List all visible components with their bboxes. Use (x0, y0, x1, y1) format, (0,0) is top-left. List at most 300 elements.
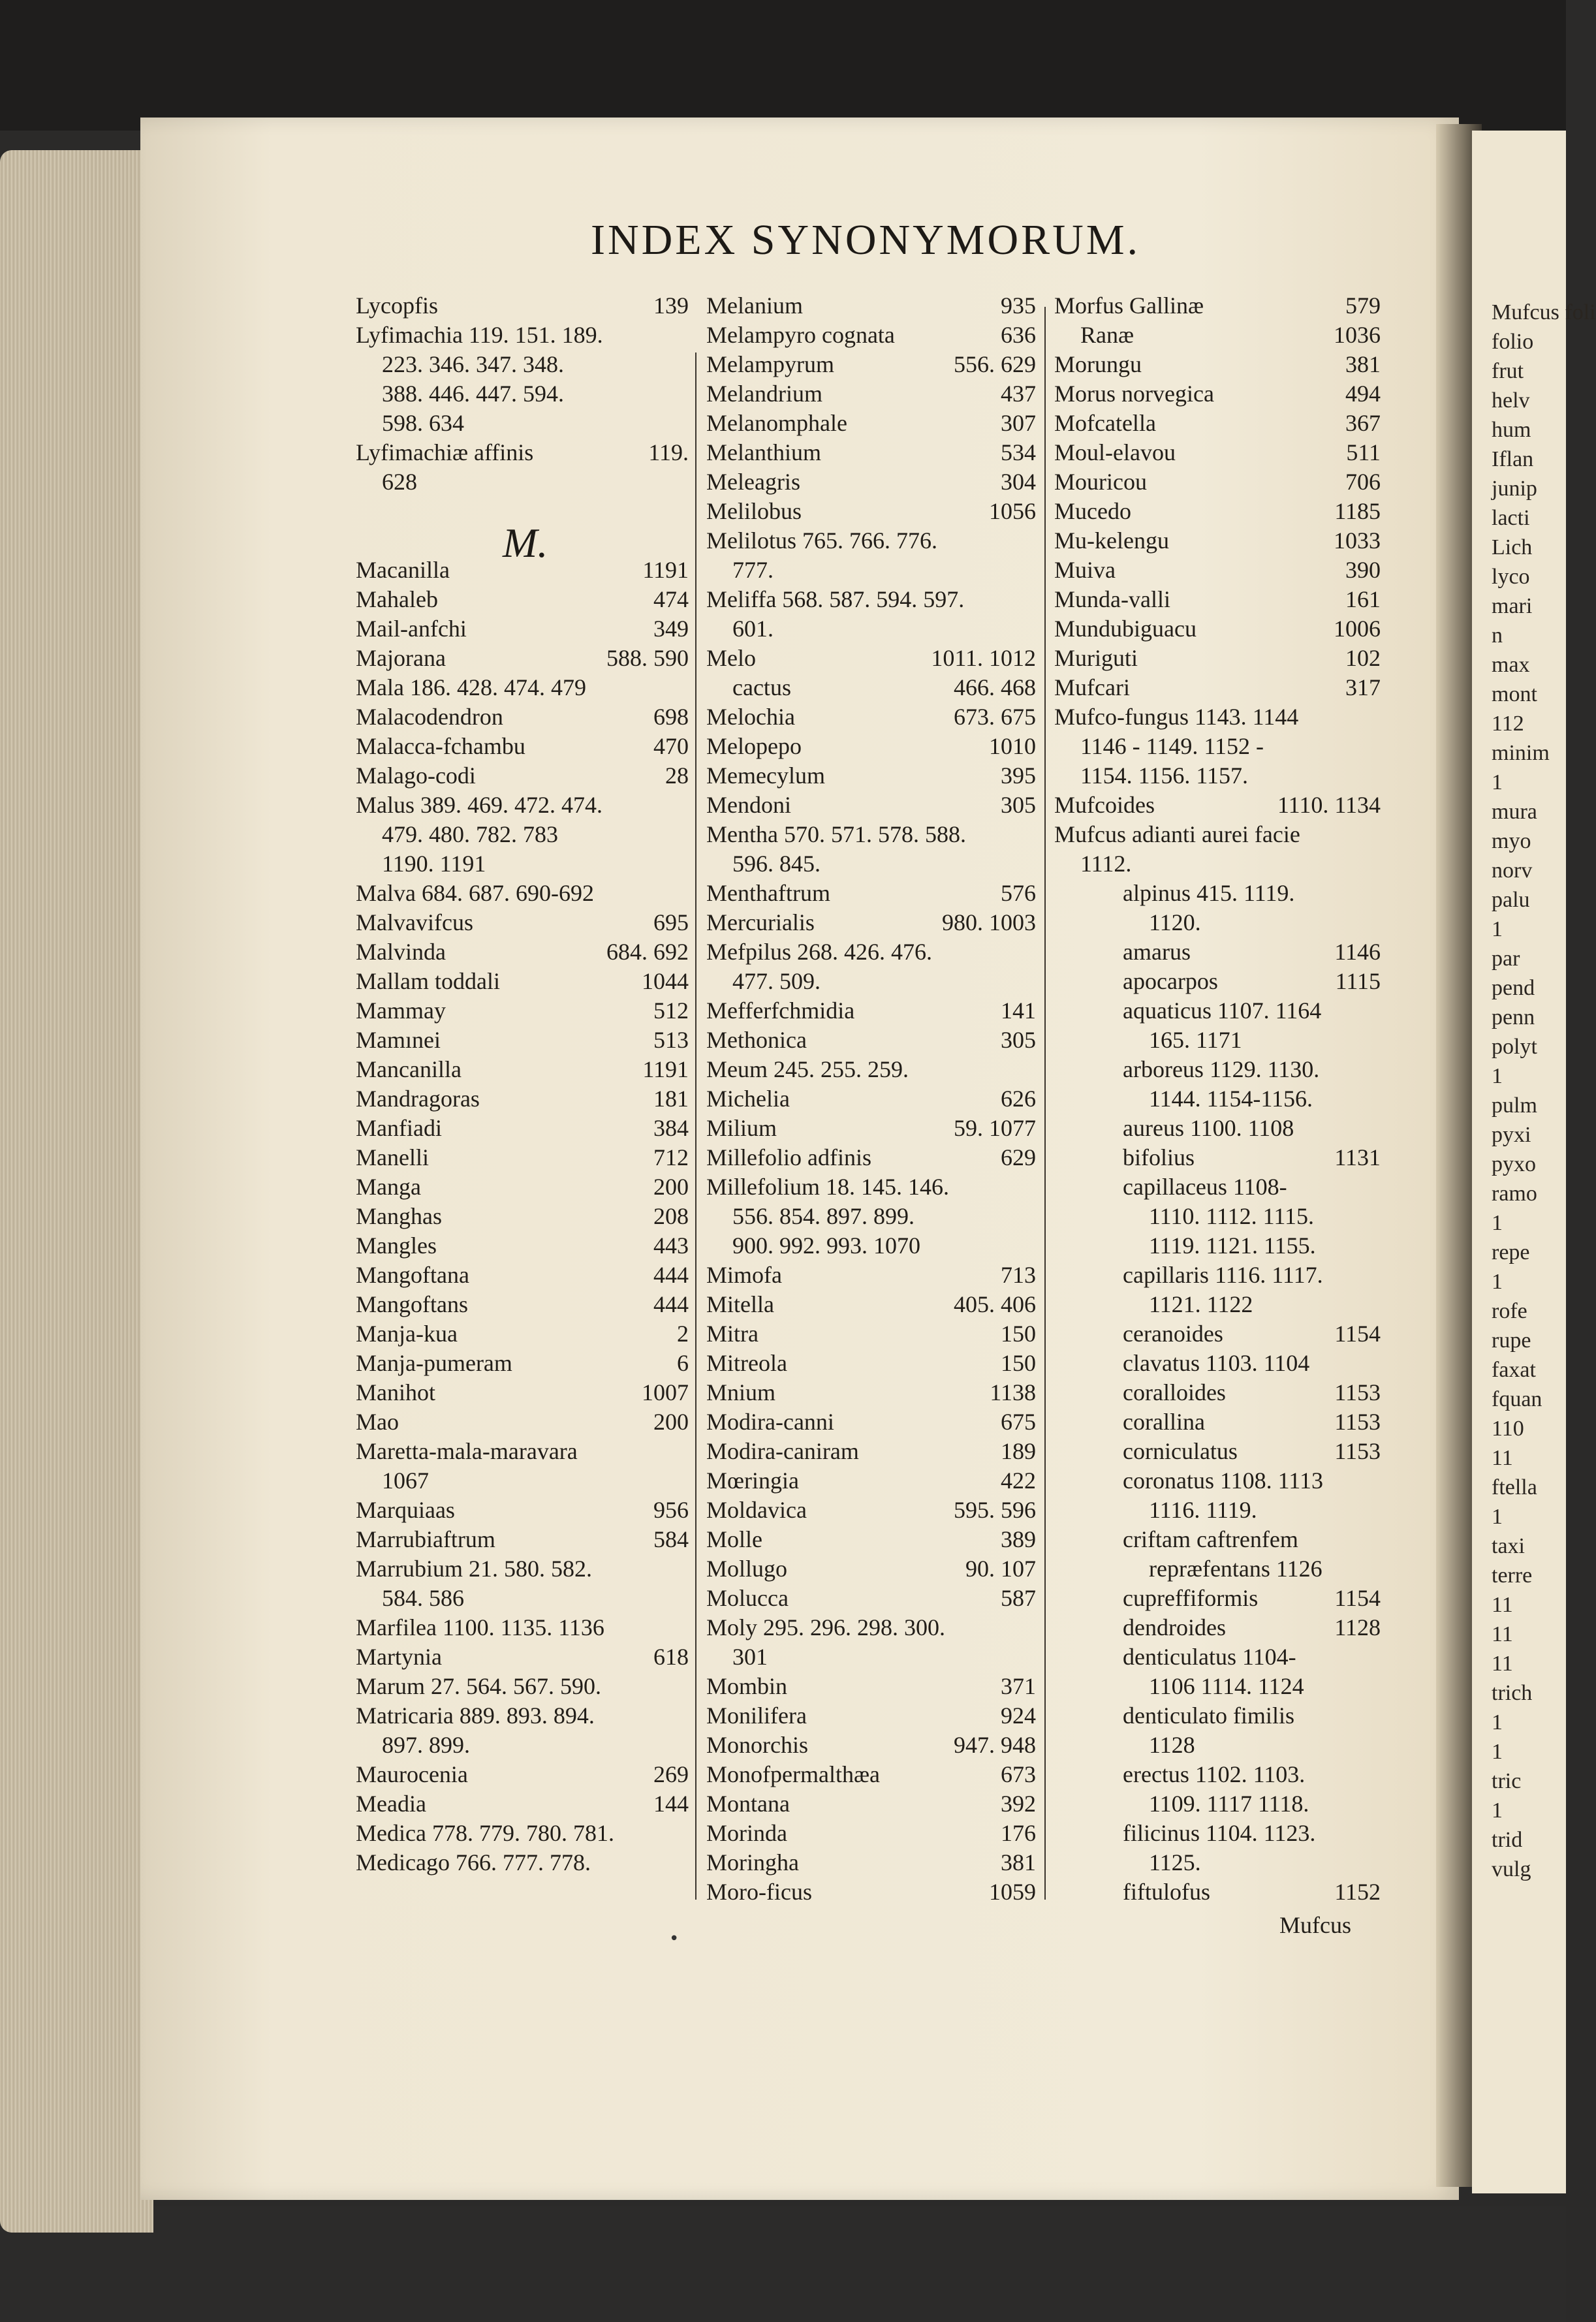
facing-page-text: par (1492, 947, 1520, 971)
entry-page-ref: 90. 107 (965, 1556, 1036, 1582)
entry-term: 598. 634 (382, 410, 464, 436)
entry-term: fiftulofus (1123, 1879, 1210, 1905)
index-entry (1080, 849, 1381, 879)
entry-page-ref: 1153 (1334, 1409, 1381, 1435)
entry-term: Mail-anfchi (356, 616, 467, 642)
entry-page-ref: 443 (653, 1232, 689, 1259)
index-entry (706, 1819, 1036, 1848)
entry-term: cupreffiformis (1123, 1585, 1259, 1611)
entry-page-ref: 208 (653, 1203, 689, 1229)
entry-term: Mefferfchmidia (706, 997, 855, 1024)
entry-page-ref: 1191 (642, 1056, 689, 1082)
index-entry (706, 1525, 1036, 1554)
index-entry (706, 1143, 1036, 1172)
entry-page-ref: 618 (653, 1644, 689, 1670)
index-entry (706, 409, 1036, 438)
index-entry (1054, 438, 1381, 467)
index-entry (706, 1789, 1036, 1819)
index-entry (356, 1319, 689, 1349)
facing-page-text: ftella (1492, 1475, 1537, 1499)
index-entry (1080, 732, 1381, 761)
facing-page-text: lyco (1492, 565, 1530, 589)
facing-page-text: junip (1492, 477, 1537, 501)
entry-page-ref: 695 (653, 909, 689, 935)
entry-term: coronatus 1108. 1113 (1123, 1467, 1323, 1494)
entry-term: Mahaleb (356, 586, 438, 612)
entry-page-ref: 189 (1001, 1438, 1036, 1464)
index-entry (1149, 1848, 1381, 1877)
index-entry (356, 996, 689, 1026)
entry-term: Monilifera (706, 1702, 807, 1729)
index-entry (1123, 879, 1381, 908)
entry-page-ref: 384 (653, 1115, 689, 1141)
index-entry (706, 526, 1036, 556)
facing-page-text: 112 (1492, 712, 1524, 736)
index-entry (1123, 1701, 1381, 1731)
index-entry (706, 1613, 1036, 1642)
index-entry (382, 1731, 689, 1760)
entry-term: Mufcoides (1054, 792, 1155, 818)
entry-term: Mallam toddali (356, 968, 500, 994)
entry-term: 1112. (1080, 851, 1132, 877)
entry-term: Montana (706, 1791, 790, 1817)
entry-page-ref: 102 (1345, 645, 1381, 671)
entry-term: Mamınei (356, 1027, 441, 1053)
entry-term: denticulato fimilis (1123, 1702, 1294, 1729)
entry-page-ref: 947. 948 (954, 1732, 1036, 1758)
entry-page-ref: 1007 (642, 1379, 689, 1405)
entry-term: Meleagris (706, 469, 800, 495)
index-entry (732, 967, 1036, 996)
entry-page-ref: 1036 (1334, 322, 1381, 348)
signature-mark: • (669, 1929, 680, 1949)
entry-page-ref: 6 (677, 1350, 689, 1376)
index-entry (1149, 1554, 1381, 1584)
entry-term: Lycopfis (356, 292, 438, 319)
index-entry (1149, 908, 1381, 937)
entry-term: Mangoftans (356, 1291, 468, 1317)
entry-page-ref: 307 (1001, 410, 1036, 436)
entry-term: Marquiaas (356, 1497, 455, 1523)
entry-term: Maurocenia (356, 1761, 468, 1787)
index-entry (1054, 644, 1381, 673)
entry-term: 223. 346. 347. 348. (382, 351, 564, 377)
entry-page-ref: 371 (1001, 1673, 1036, 1699)
entry-term: 1067 (382, 1467, 429, 1494)
entry-term: Mnium (706, 1379, 776, 1405)
entry-term: Manja-kua (356, 1321, 458, 1347)
facing-page-text: myo (1492, 829, 1531, 853)
index-entry (1123, 1055, 1381, 1084)
entry-page-ref: 28 (665, 762, 689, 789)
entry-page-ref: 924 (1001, 1702, 1036, 1729)
entry-term: Mu-kelengu (1054, 527, 1169, 554)
index-entry (356, 1848, 689, 1877)
entry-term: Morfus Gallinæ (1054, 292, 1204, 319)
index-entry (356, 1554, 689, 1584)
facing-page-text: 1 (1492, 770, 1503, 794)
entry-page-ref: 673. 675 (954, 704, 1036, 730)
index-entry (732, 1642, 1036, 1672)
entry-term: apocarpos (1123, 968, 1218, 994)
entry-term: 479. 480. 782. 783 (382, 821, 558, 847)
index-entry (356, 1496, 689, 1525)
entry-term: cactus (732, 674, 791, 700)
entry-page-ref: 176 (1001, 1820, 1036, 1846)
facing-page-text: mont (1492, 682, 1537, 706)
entry-term: Meadia (356, 1791, 426, 1817)
entry-term: Melopepo (706, 733, 802, 759)
entry-term: Melanthium (706, 439, 821, 465)
entry-page-ref: 1059 (989, 1879, 1036, 1905)
facing-page-text: 1 (1492, 1798, 1503, 1823)
index-entry (356, 585, 689, 614)
entry-term: capillaris 1116. 1117. (1123, 1262, 1323, 1288)
entry-page-ref: 141 (1001, 997, 1036, 1024)
entry-term: 628 (382, 469, 417, 495)
index-entry (382, 467, 689, 497)
entry-page-ref: 381 (1001, 1849, 1036, 1875)
index-entry (356, 1026, 689, 1055)
entry-term: 897. 899. (382, 1732, 470, 1758)
index-entry (356, 291, 689, 321)
facing-page-text: 1 (1492, 1064, 1503, 1088)
entry-term: Malago-codi (356, 762, 476, 789)
facing-page-text: 1 (1492, 1710, 1503, 1734)
facing-page-text: helv (1492, 388, 1530, 413)
index-entry (356, 702, 689, 732)
entry-page-ref: 390 (1345, 557, 1381, 583)
entry-term: Mercurialis (706, 909, 815, 935)
index-entry (356, 1437, 689, 1466)
facing-page-text: pyxi (1492, 1123, 1531, 1147)
entry-term: 900. 992. 993. 1070 (732, 1232, 920, 1259)
entry-term: Majorana (356, 645, 446, 671)
entry-term: denticulatus 1104- (1123, 1644, 1296, 1670)
entry-term: 584. 586 (382, 1585, 464, 1611)
index-entry (1123, 1613, 1381, 1642)
facing-page-text: terre (1492, 1563, 1533, 1588)
entry-page-ref: 675 (1001, 1409, 1036, 1435)
index-entry (356, 1290, 689, 1319)
entry-term: coralloides (1123, 1379, 1226, 1405)
entry-page-ref: 673 (1001, 1761, 1036, 1787)
facing-page-text: polyt (1492, 1035, 1537, 1059)
entry-page-ref: 712 (653, 1144, 689, 1170)
entry-term: Matricaria 889. 893. 894. (356, 1702, 595, 1729)
entry-term: Medica 778. 779. 780. 781. (356, 1820, 614, 1846)
entry-term: 1144. 1154-1156. (1149, 1086, 1313, 1112)
entry-term: Ranæ (1080, 322, 1134, 348)
entry-term: 601. (732, 616, 774, 642)
index-entry (1054, 702, 1381, 732)
facing-page-text: mura (1492, 800, 1537, 824)
entry-term: 1116. 1119. (1149, 1497, 1257, 1523)
facing-page-text: penn (1492, 1005, 1535, 1029)
entry-term: Melochia (706, 704, 795, 730)
facing-page-text: 1 (1492, 1270, 1503, 1294)
entry-term: Manghas (356, 1203, 442, 1229)
entry-page-ref: 395 (1001, 762, 1036, 789)
entry-page-ref: 1185 (1334, 498, 1381, 524)
index-entry (1123, 1525, 1381, 1554)
entry-page-ref: 1154 (1334, 1321, 1381, 1347)
entry-page-ref: 1131 (1334, 1144, 1381, 1170)
facing-page-text: minim (1492, 741, 1550, 765)
index-entry (706, 1701, 1036, 1731)
entry-page-ref: 1115 (1335, 968, 1381, 994)
index-entry (1054, 556, 1381, 585)
index-entry (706, 497, 1036, 526)
index-entry (706, 585, 1036, 614)
entry-page-ref: 444 (653, 1262, 689, 1288)
facing-page-text: 11 (1492, 1652, 1513, 1676)
entry-page-ref: 59. 1077 (954, 1115, 1036, 1141)
index-entry (706, 1319, 1036, 1349)
entry-term: bifolius (1123, 1144, 1195, 1170)
index-entry (1080, 321, 1381, 350)
index-entry (1149, 1084, 1381, 1114)
entry-page-ref: 1110. 1134 (1277, 792, 1381, 818)
entry-term: 388. 446. 447. 594. (382, 381, 564, 407)
index-entry (706, 1349, 1036, 1378)
entry-term: 1119. 1121. 1155. (1149, 1232, 1316, 1259)
entry-page-ref: 512 (653, 997, 689, 1024)
background-top (0, 0, 1566, 131)
entry-term: Morungu (1054, 351, 1142, 377)
index-entry (1123, 1584, 1381, 1613)
index-entry (732, 1231, 1036, 1261)
entry-term: 596. 845. (732, 851, 821, 877)
entry-term: 1154. 1156. 1157. (1080, 762, 1248, 789)
index-entry (1054, 497, 1381, 526)
entry-page-ref: 556. 629 (954, 351, 1036, 377)
entry-page-ref: 392 (1001, 1791, 1036, 1817)
index-entry (1123, 1172, 1381, 1202)
index-entry (1149, 1202, 1381, 1231)
entry-page-ref: 200 (653, 1409, 689, 1435)
page-edges (0, 150, 153, 2233)
entry-term: 1128 (1149, 1732, 1195, 1758)
index-entry (356, 1613, 689, 1642)
entry-term: Mentha 570. 571. 578. 588. (706, 821, 966, 847)
index-entry (1054, 673, 1381, 702)
entry-page-ref: 588. 590 (606, 645, 689, 671)
index-entry (356, 1143, 689, 1172)
entry-page-ref: 474 (653, 586, 689, 612)
entry-page-ref: 584 (653, 1526, 689, 1552)
entry-term: 777. (732, 557, 774, 583)
index-entry (706, 1848, 1036, 1877)
index-entry (356, 937, 689, 967)
entry-term: Mœringia (706, 1467, 799, 1494)
index-entry (706, 467, 1036, 497)
facing-page-text: 1 (1492, 1211, 1503, 1235)
index-entry (706, 1261, 1036, 1290)
entry-term: Mundubiguacu (1054, 616, 1197, 642)
facing-page-text: trid (1492, 1828, 1523, 1852)
entry-page-ref: 139 (653, 292, 689, 319)
entry-page-ref: 305 (1001, 1027, 1036, 1053)
index-entry (382, 350, 689, 379)
index-entry (356, 614, 689, 644)
entry-term: Millefolium 18. 145. 146. (706, 1174, 949, 1200)
entry-term: 1121. 1122 (1149, 1291, 1253, 1317)
entry-page-ref: 698 (653, 704, 689, 730)
entry-term: arboreus 1129. 1130. (1123, 1056, 1320, 1082)
entry-term: Melampyro cognata (706, 322, 895, 348)
index-entry (706, 1172, 1036, 1202)
entry-term: amarus (1123, 939, 1191, 965)
entry-page-ref: 1191 (642, 557, 689, 583)
entry-term: Maretta-mala-maravara (356, 1438, 578, 1464)
entry-term: Mao (356, 1409, 399, 1435)
facing-page-text: folio (1492, 330, 1534, 354)
index-entry (356, 1407, 689, 1437)
index-entry (1054, 820, 1381, 849)
entry-term: Moly 295. 296. 298. 300. (706, 1614, 946, 1640)
entry-term: Methonica (706, 1027, 807, 1053)
index-entry (1123, 1349, 1381, 1378)
section-letter: M. (503, 520, 548, 566)
index-entry (356, 1525, 689, 1554)
index-entry (1123, 1378, 1381, 1407)
entry-term: Manfiadi (356, 1115, 442, 1141)
index-entry (1054, 614, 1381, 644)
entry-term: Marrubiaftrum (356, 1526, 495, 1552)
entry-term: erectus 1102. 1103. (1123, 1761, 1306, 1787)
index-entry (1054, 467, 1381, 497)
entry-term: Manihot (356, 1379, 435, 1405)
facing-page-text: norv (1492, 858, 1533, 883)
index-entry (706, 1877, 1036, 1907)
index-entry (706, 1584, 1036, 1613)
entry-term: Millefolio adfinis (706, 1144, 871, 1170)
entry-page-ref: 144 (653, 1791, 689, 1817)
catchword: Mufcus (1279, 1912, 1351, 1938)
index-entry (356, 644, 689, 673)
index-entry (1149, 1672, 1381, 1701)
entry-term: Morinda (706, 1820, 787, 1846)
index-entry (356, 1055, 689, 1084)
entry-term: Mufcus adianti aurei facie (1054, 821, 1300, 847)
entry-term: Meliffa 568. 587. 594. 597. (706, 586, 965, 612)
index-entry (356, 556, 689, 585)
entry-term: repræfentans 1126 (1149, 1556, 1322, 1582)
entry-term: Mala 186. 428. 474. 479 (356, 674, 586, 700)
index-entry (706, 791, 1036, 820)
index-entry (1054, 585, 1381, 614)
index-entry (1123, 1261, 1381, 1290)
entry-term: Mufco-fungus 1143. 1144 (1054, 704, 1299, 730)
facing-page-text: lacti (1492, 506, 1530, 530)
entry-term: 301 (732, 1644, 768, 1670)
entry-page-ref: 935 (1001, 292, 1036, 319)
index-entry (356, 1202, 689, 1231)
entry-term: filicinus 1104. 1123. (1123, 1820, 1316, 1846)
index-entry (382, 1584, 689, 1613)
entry-term: Mandragoras (356, 1086, 480, 1112)
index-entry (356, 1261, 689, 1290)
entry-term: Manga (356, 1174, 421, 1200)
index-entry (1123, 967, 1381, 996)
index-entry (1054, 291, 1381, 321)
entry-term: Memecylum (706, 762, 825, 789)
entry-page-ref: 1153 (1334, 1379, 1381, 1405)
facing-page-text: hum (1492, 418, 1531, 442)
index-entry (706, 291, 1036, 321)
entry-term: ceranoides (1123, 1321, 1223, 1347)
facing-page-text: mari (1492, 594, 1533, 618)
entry-term: Malus 389. 469. 472. 474. (356, 792, 602, 818)
entry-term: 1125. (1149, 1849, 1201, 1875)
entry-page-ref: 1146 (1334, 939, 1381, 965)
entry-page-ref: 1138 (990, 1379, 1036, 1405)
index-entry (356, 791, 689, 820)
entry-term: Melanomphale (706, 410, 847, 436)
facing-page-text: repe (1492, 1240, 1530, 1264)
entry-page-ref: 1152 (1334, 1879, 1381, 1905)
page-title: INDEX SYNONYMORUM. (591, 216, 1141, 264)
facing-page-text: trich (1492, 1681, 1533, 1705)
index-entry (706, 1554, 1036, 1584)
index-entry (1149, 1789, 1381, 1819)
entry-term: Lyfimachiæ affinis (356, 439, 534, 465)
facing-page-text: 1 (1492, 1505, 1503, 1529)
index-entry (706, 1760, 1036, 1789)
entry-page-ref: 706 (1345, 469, 1381, 495)
index-entry (706, 1055, 1036, 1084)
index-entry (706, 1731, 1036, 1760)
facing-page-text: Iflan (1492, 447, 1534, 471)
index-entry (706, 1672, 1036, 1701)
index-entry (706, 761, 1036, 791)
index-entry (1149, 1026, 1381, 1055)
index-entry (382, 409, 689, 438)
entry-term: Mitra (706, 1321, 759, 1347)
index-entry (706, 702, 1036, 732)
index-entry (356, 438, 689, 467)
entry-page-ref: 1128 (1334, 1614, 1381, 1640)
index-entry (1054, 409, 1381, 438)
index-entry (1123, 1877, 1381, 1907)
entry-term: Mucedo (1054, 498, 1131, 524)
index-entry (706, 1378, 1036, 1407)
index-entry (706, 879, 1036, 908)
index-entry (706, 1114, 1036, 1143)
entry-term: 1110. 1112. 1115. (1149, 1203, 1314, 1229)
index-entry (1123, 1143, 1381, 1172)
index-entry (382, 1466, 689, 1496)
entry-term: Mollugo (706, 1556, 788, 1582)
entry-term: Meum 245. 255. 259. (706, 1056, 909, 1082)
entry-term: capillaceus 1108- (1123, 1174, 1287, 1200)
entry-term: corallina (1123, 1409, 1205, 1435)
entry-term: Manja-pumeram (356, 1350, 512, 1376)
entry-term: Munda-valli (1054, 586, 1170, 612)
index-entry (706, 1466, 1036, 1496)
index-entry (356, 1378, 689, 1407)
entry-term: Melilotus 765. 766. 776. (706, 527, 938, 554)
index-entry (706, 644, 1036, 673)
index-entry (1149, 1731, 1381, 1760)
facing-page-text: pyxo (1492, 1152, 1536, 1176)
entry-term: Malacca-fchambu (356, 733, 525, 759)
index-entry (1054, 379, 1381, 409)
entry-term: Manelli (356, 1144, 429, 1170)
entry-term: Mangles (356, 1232, 437, 1259)
entry-term: Mofcatella (1054, 410, 1156, 436)
